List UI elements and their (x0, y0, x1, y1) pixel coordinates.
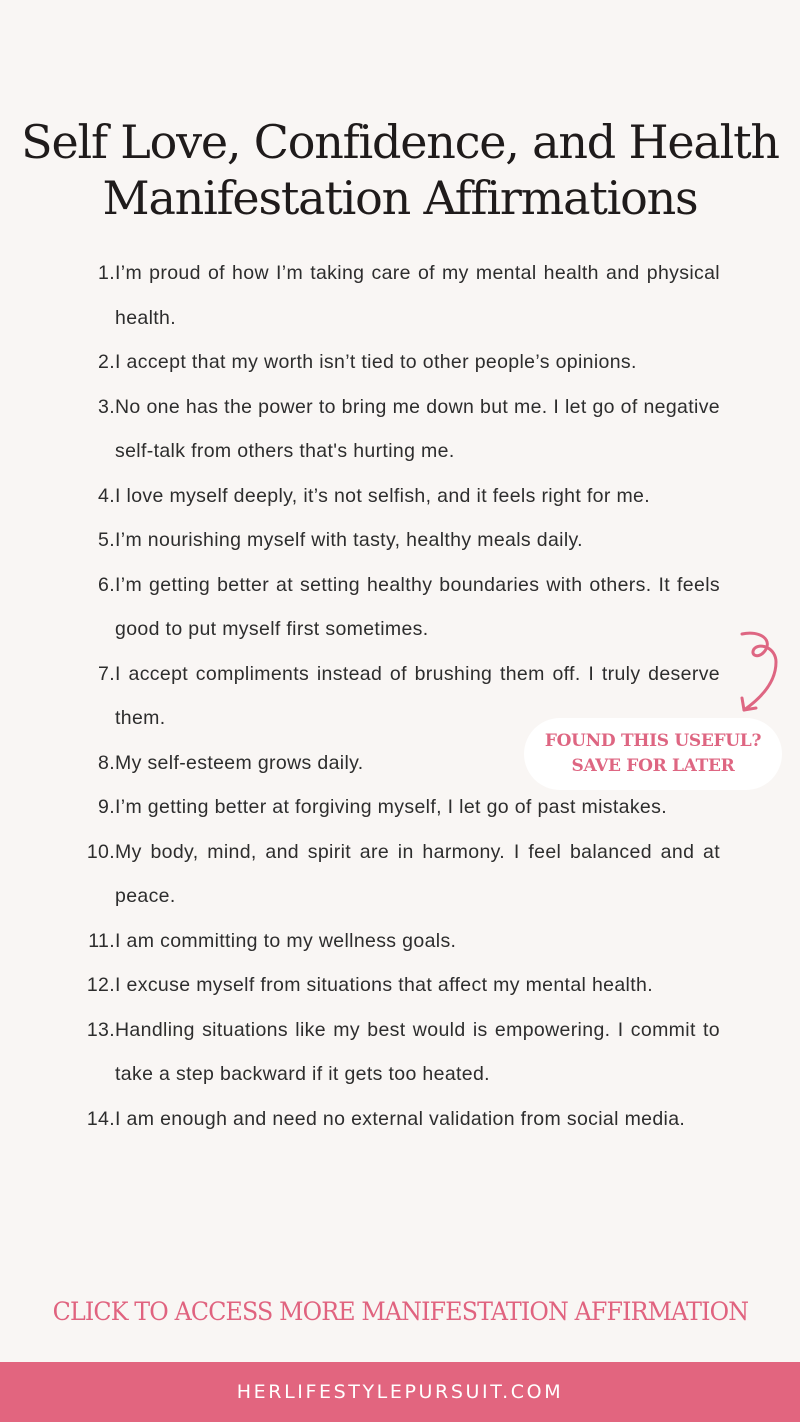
affirmation-number: 3. (98, 395, 115, 418)
affirmation-text: I’m nourishing myself with tasty, healthy meals daily. (115, 529, 583, 551)
affirmation-number: 4. (98, 484, 115, 507)
affirmation-number: 14. (86, 1107, 115, 1130)
affirmation-number: 2. (98, 351, 115, 373)
affirmation-text: I love myself deeply, it’s not selfish, and it feels right for me. (115, 484, 651, 507)
affirmation-item-6 (80, 563, 720, 652)
page-title (0, 114, 800, 226)
affirmation-number: 1. (98, 262, 115, 284)
affirmation-text: Handling situations like my best would is empowering. I commit to take a step backward if it gets too heated. (115, 1018, 720, 1085)
affirmation-text: My body, mind, and spirit are in harmony. I feel balanced and at peace. (115, 840, 720, 907)
more-affirmations-link[interactable]: CLICK TO ACCESS MORE MANIFESTATION AFFIRMATION (52, 1297, 749, 1326)
affirmation-text: I’m getting better at setting healthy boundaries with others. It feels good to put myself first sometimes. (115, 573, 720, 640)
affirmation-item-10 (80, 830, 720, 919)
affirmation-item-14 (80, 1097, 720, 1142)
affirmation-number: 5. (98, 529, 115, 551)
affirmation-number: 6. (98, 573, 115, 596)
affirmation-number: 9. (98, 796, 115, 818)
save-badge-line-1: FOUND THIS USEFUL? (544, 731, 762, 751)
affirmation-text: I’m getting better at forgiving myself, I let go of past mistakes. (115, 796, 667, 818)
affirmation-number: 10. (86, 840, 115, 863)
affirmation-text: My self-esteem grows daily. (115, 751, 364, 774)
affirmation-item-11 (80, 919, 720, 964)
affirmation-item-4 (80, 474, 720, 519)
affirmation-item-13 (80, 1008, 720, 1097)
affirmation-number: 8. (98, 751, 115, 774)
affirmation-text: No one has the power to bring me down but me. I let go of negative self-talk from others that's hurting me. (115, 395, 720, 462)
affirmation-item-9 (80, 785, 720, 830)
affirmation-item-12 (80, 963, 720, 1008)
affirmation-text: I’m proud of how I’m taking care of my mental health and physical health. (115, 262, 720, 329)
affirmation-text: I am committing to my wellness goals. (115, 929, 457, 952)
affirmation-number: 7. (98, 662, 115, 685)
affirmation-number: 11. (88, 929, 115, 952)
footer-website-banner[interactable]: HERLIFESTYLEPURSUIT.COM (0, 1362, 800, 1422)
affirmation-item-2 (80, 340, 720, 385)
page-title-line-1: Self Love, Confidence, and Health (21, 115, 779, 169)
page-title-line-2: Manifestation Affirmations (102, 171, 698, 225)
affirmation-item-5 (80, 518, 720, 563)
affirmation-text: I am enough and need no external validation from social media. (115, 1107, 686, 1130)
save-for-later-badge[interactable] (524, 718, 782, 790)
save-badge-line-2: SAVE FOR LATER (571, 756, 735, 776)
curly-arrow-icon (730, 628, 790, 720)
affirmation-text: I accept that my worth isn’t tied to other people’s opinions. (115, 351, 637, 373)
affirmation-text: I excuse myself from situations that affect my mental health. (115, 974, 653, 996)
affirmation-number: 12. (86, 974, 115, 996)
affirmation-item-3 (80, 385, 720, 474)
affirmation-list (80, 251, 720, 1141)
affirmation-number: 13. (86, 1018, 115, 1041)
affirmation-text: I accept compliments instead of brushing them off. I truly deserve them. (115, 662, 720, 729)
affirmation-item-1 (80, 251, 720, 340)
